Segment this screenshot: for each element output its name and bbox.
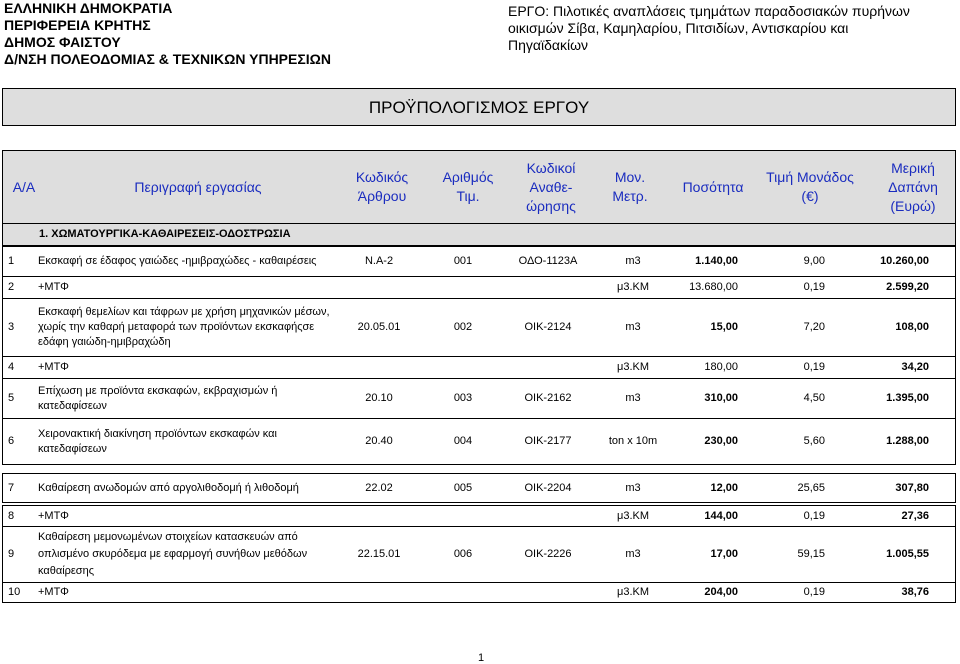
row-article-code: Ν.Α-2 <box>364 255 394 267</box>
row-article-code: 22.15.01 <box>357 548 401 560</box>
row-price-number: 003 <box>453 392 473 404</box>
project-title <box>508 3 928 54</box>
row-unit-price: 5,60 <box>803 435 825 447</box>
row-partial-cost: 307,80 <box>895 481 929 494</box>
row-unit: μ3.ΚΜ <box>616 586 649 598</box>
project-line: ΕΡΓΟ: Πιλοτικές αναπλάσεις τμημάτων παραδοσιακών πυρήνων <box>508 3 910 19</box>
col-aa: Α/Α <box>12 178 36 195</box>
row-quantity: 12,00 <box>710 481 738 494</box>
row-description: +ΜΤΦ <box>38 509 69 522</box>
table-row <box>2 583 956 603</box>
row-aa: 5 <box>8 392 15 404</box>
row-partial-cost: 2.599,20 <box>886 281 929 293</box>
row-aa: 1 <box>8 255 15 267</box>
col-description: Περιγραφή εργασίας <box>134 178 262 195</box>
row-article-code: 22.02 <box>365 481 393 494</box>
row-partial-cost: 34,20 <box>901 361 929 373</box>
section-heading <box>2 224 956 246</box>
row-price-number: 006 <box>453 548 473 560</box>
row-unit-price: 0,19 <box>803 361 825 373</box>
table-row <box>2 505 956 527</box>
row-unit-price: 0,19 <box>803 281 825 293</box>
col-quantity: Ποσότητα <box>682 178 744 195</box>
project-line: Πηγαϊδακίων <box>508 37 589 53</box>
row-unit: ton x 10m <box>608 435 658 447</box>
table-row <box>2 527 956 583</box>
row-quantity: 204,00 <box>704 586 738 598</box>
row-unit: m3 <box>625 548 641 560</box>
row-aa: 2 <box>8 281 15 293</box>
row-revision-code: ΟΙΚ-2204 <box>524 481 572 494</box>
row-revision-code: ΟΙΚ-2124 <box>524 321 572 333</box>
row-unit: m3 <box>625 255 641 267</box>
row-price-number: 001 <box>453 255 473 267</box>
row-price-number: 004 <box>453 435 473 447</box>
row-partial-cost: 1.288,00 <box>886 435 929 447</box>
row-partial-cost: 1.005,55 <box>886 548 929 560</box>
row-unit-price: 7,20 <box>803 321 825 333</box>
row-article-code: 20.10 <box>365 392 393 404</box>
row-article-code: 20.40 <box>365 435 393 447</box>
page-number: 1 <box>478 652 485 664</box>
row-quantity: 17,00 <box>710 548 738 560</box>
project-line: οικισμών Σίβα, Καμηλαρίου, Πιτσιδίων, Αντισκαρίου και <box>508 20 849 36</box>
authority-line: ΕΛΛΗΝΙΚΗ ΔΗΜΟΚΡΑΤΙΑ <box>4 0 173 16</box>
row-aa: 4 <box>8 361 15 373</box>
row-quantity: 310,00 <box>704 392 738 404</box>
table-row <box>2 357 956 379</box>
col-revision-codes: Κωδικοί Αναθε- ώρησης <box>526 159 576 214</box>
col-unit-price: Τιμή Μονάδος (€) <box>766 169 854 204</box>
row-unit: m3 <box>625 481 641 494</box>
row-unit-price: 4,50 <box>803 392 825 404</box>
row-description: Εκσκαφή σε έδαφος γαιώδες -ημιβραχώδες - καθαιρέσεις <box>38 255 317 267</box>
table-row <box>2 419 956 465</box>
table-header <box>2 150 956 224</box>
authority-header <box>4 0 331 68</box>
row-revision-code: ΟΔΟ-1123Α <box>518 255 578 267</box>
row-description: Καθαίρεση ανωδομών από αργολιθοδομή ή λιθοδομή <box>38 481 299 494</box>
row-unit-price: 25,65 <box>797 481 825 494</box>
row-unit-price: 59,15 <box>797 548 825 560</box>
row-article-code: 20.05.01 <box>357 321 401 333</box>
table-row <box>2 299 956 357</box>
row-revision-code: ΟΙΚ-2226 <box>524 548 572 560</box>
row-description: +ΜΤΦ <box>38 361 69 373</box>
budget-title-bar <box>2 88 956 126</box>
row-price-number: 005 <box>453 481 473 494</box>
row-revision-code: ΟΙΚ-2162 <box>524 392 572 404</box>
row-aa: 3 <box>8 321 15 333</box>
budget-title: ΠΡΟΫΠΟΛΟΓΙΣΜΟΣ ΕΡΓΟΥ <box>368 98 590 117</box>
row-price-number: 002 <box>453 321 473 333</box>
table-row <box>2 473 956 503</box>
row-description: +ΜΤΦ <box>38 281 69 293</box>
row-aa: 10 <box>8 586 21 598</box>
table-row <box>2 379 956 419</box>
row-unit-price: 0,19 <box>803 586 825 598</box>
row-aa: 9 <box>8 548 15 560</box>
row-unit: m3 <box>625 321 641 333</box>
row-unit-price: 9,00 <box>803 255 825 267</box>
section-title: 1. ΧΩΜΑΤΟΥΡΓΙΚΑ-ΚΑΘΑΙΡΕΣΕΙΣ-ΟΔΟΣΤΡΩΣΙΑ <box>39 228 291 240</box>
authority-line: ΔΗΜΟΣ ΦΑΙΣΤΟΥ <box>4 34 121 50</box>
row-quantity: 144,00 <box>704 509 738 522</box>
row-partial-cost: 108,00 <box>895 321 929 333</box>
row-aa: 7 <box>8 481 15 494</box>
authority-line: Δ/ΝΣΗ ΠΟΛΕΟΔΟΜΙΑΣ & ΤΕΧΝΙΚΩΝ ΥΠΗΡΕΣΙΩΝ <box>4 51 331 67</box>
row-quantity: 230,00 <box>704 435 738 447</box>
row-aa: 6 <box>8 435 15 447</box>
col-partial-cost: Μερική Δαπάνη (Ευρώ) <box>888 159 938 214</box>
row-unit-price: 0,19 <box>803 509 825 522</box>
row-partial-cost: 10.260,00 <box>880 255 929 267</box>
row-unit: m3 <box>625 392 641 404</box>
row-revision-code: ΟΙΚ-2177 <box>524 435 572 447</box>
row-unit: μ3.ΚΜ <box>616 361 649 373</box>
row-quantity: 15,00 <box>710 321 738 333</box>
row-quantity: 1.140,00 <box>695 255 738 267</box>
row-description: Εκσκαφή θεμελίων και τάφρων με χρήση μηχανικών μέσων, χωρίς την καθαρή μεταφορά των προϊόντων εκσκαφήςσε εδάφη γαιώδη-ημιβραχώδη <box>38 306 330 348</box>
row-quantity: 180,00 <box>704 361 738 373</box>
row-description: +ΜΤΦ <box>38 586 69 598</box>
row-unit: μ3.ΚΜ <box>616 509 649 522</box>
authority-line: ΠΕΡΙΦΕΡΕΙΑ ΚΡΗΤΗΣ <box>4 17 151 33</box>
row-quantity: 13.680,00 <box>689 281 738 293</box>
row-partial-cost: 27,36 <box>901 509 929 522</box>
row-partial-cost: 38,76 <box>901 586 929 598</box>
row-partial-cost: 1.395,00 <box>886 392 929 404</box>
table-row <box>2 277 956 299</box>
row-description: Καθαίρεση μεμονωμένων στοιχείων κατασκευών από οπλισμένο σκυρόδεμα με εφαρμογή συνήθων μεθόδων καθαίρεσης <box>38 531 308 577</box>
row-aa: 8 <box>8 509 15 522</box>
col-unit: Μον. Μετρ. <box>612 169 648 204</box>
table-row <box>2 246 956 277</box>
row-description: Χειρονακτική διακίνηση προϊόντων εκσκαφών και κατεδαφίσεων <box>38 427 277 455</box>
col-article-code: Κωδικός Άρθρου <box>355 169 409 204</box>
col-price-number: Αριθμός Τιμ. <box>442 169 494 204</box>
row-unit: μ3.ΚΜ <box>616 281 649 293</box>
row-description: Επίχωση με προϊόντα εκσκαφών, εκβραχισμών ή κατεδαφίσεων <box>38 384 278 412</box>
